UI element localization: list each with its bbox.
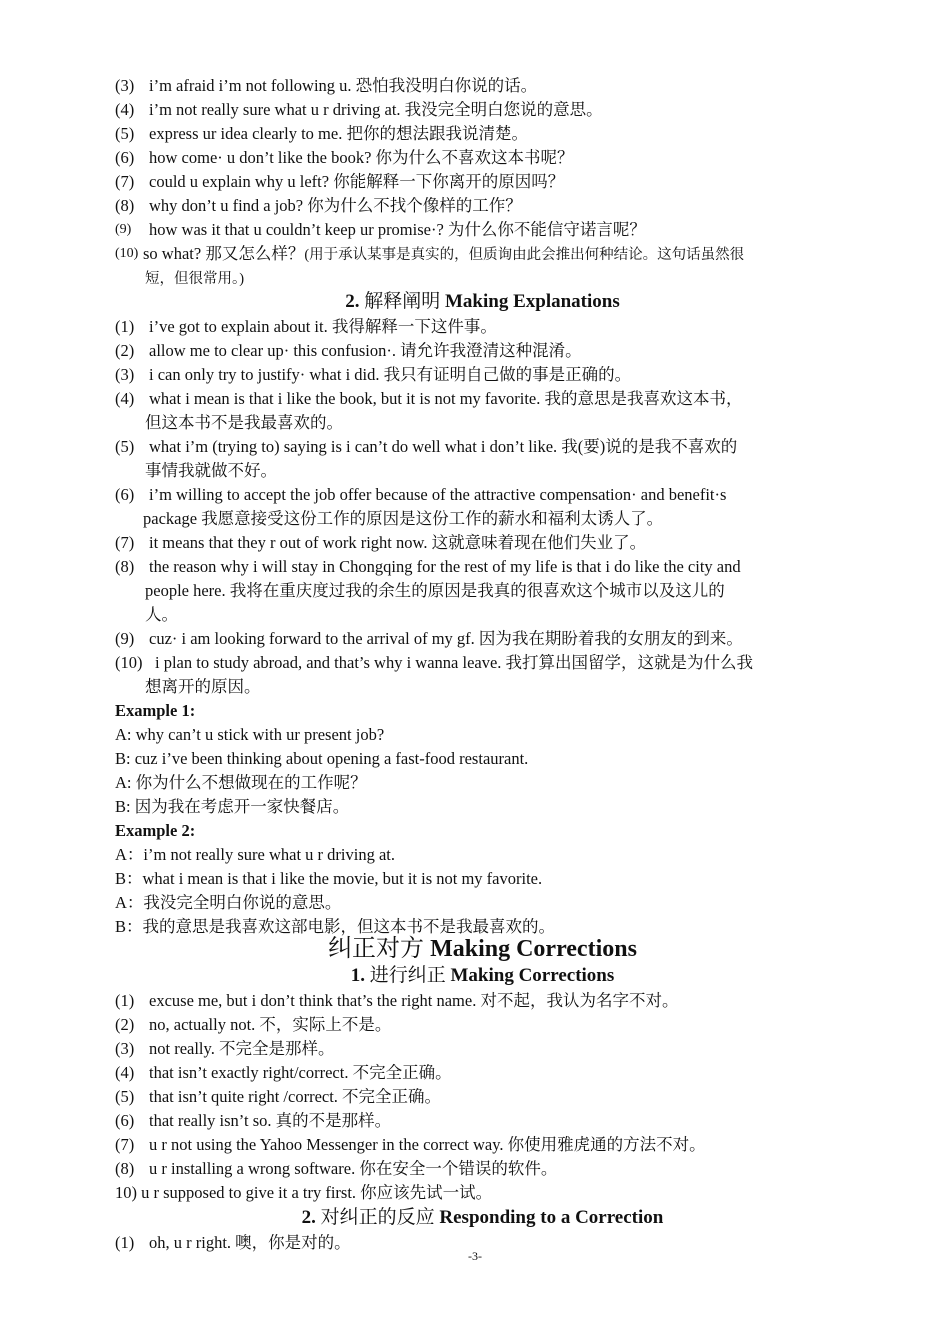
list-item: [115, 1013, 850, 1037]
item-text: that isn’t quite right /correct. 不完全正确。: [149, 1087, 442, 1106]
item-text: allow me to clear up· this confusion·. 请允许我澄清这种混淆。: [149, 341, 582, 360]
item-number: (5): [115, 124, 135, 143]
item-text: what i’m (trying to) saying is i can’t do well what i don’t like. 我(要)说的是我不喜欢的: [149, 437, 738, 456]
item-text: i’m not really sure what u r driving at. 我没完全明白您说的意思。: [149, 100, 603, 119]
dialogue-line: A: 你为什么不想做现在的工作呢？: [115, 773, 367, 792]
list-item: [115, 363, 850, 387]
item-number: (1): [115, 317, 135, 336]
item-text-continued: people here. 我将在重庆度过我的余生的原因是我真的很喜欢这个城市以及这儿的: [145, 581, 725, 600]
item-number: (7): [115, 533, 135, 552]
item-text: that really isn’t so. 真的不是那样。: [149, 1111, 392, 1130]
list-item: [115, 1133, 850, 1157]
item-number: (3): [115, 365, 135, 384]
item-text: i’m afraid i’m not following u. 恐怕我没明白你说的话。: [149, 76, 538, 95]
list-item: [115, 627, 850, 651]
item-number: (6): [115, 1111, 135, 1130]
list-item: [115, 435, 850, 459]
list-item: [115, 242, 850, 267]
item-number: (2): [115, 1015, 135, 1034]
section-title-cn: 进行纠正: [369, 965, 446, 986]
item-text-continued: package 我愿意接受这份工作的原因是这份工作的薪水和福利太诱人了。: [143, 509, 664, 528]
dialogue-line: B: cuz i’ve been thinking about opening a fast-food restaurant.: [115, 749, 529, 768]
item-note: (用于承认某事是真实的，但质询由此会推出何种结论。这句话虽然很: [304, 247, 745, 263]
clarification-list: [115, 74, 850, 291]
dialogue-line: B：what i mean is that i like the movie, but it is not my favorite.: [115, 869, 543, 888]
item-text: that isn’t exactly right/correct. 不完全正确。: [149, 1063, 452, 1082]
list-item: [115, 315, 850, 339]
list-item: [115, 122, 850, 146]
item-number: (5): [115, 437, 135, 456]
dialogue-line: B: 因为我在考虑开一家快餐店。: [115, 797, 350, 816]
item-text: i plan to study abroad, and that’s why i wanna leave. 我打算出国留学，这就是为什么我: [155, 653, 754, 672]
example-label: Example 2:: [115, 821, 196, 840]
item-text: [143, 242, 850, 267]
section-title-en: Responding to a Correction: [439, 1207, 664, 1228]
item-number: (5): [115, 1087, 135, 1106]
item-number: (3): [115, 76, 135, 95]
item-number: (4): [115, 1063, 135, 1082]
item-number: (7): [115, 172, 135, 191]
item-text: i can only try to justify· what i did. 我只有证明自己做的事是正确的。: [149, 365, 632, 384]
list-item: [115, 339, 850, 363]
dialogue-line: A: why can’t u stick with ur present job?: [115, 725, 385, 744]
list-item: [115, 218, 850, 242]
section-number: 2.: [301, 1207, 316, 1228]
explanations-list: [115, 315, 850, 699]
item-number: (7): [115, 1135, 135, 1154]
item-text: u r not using the Yahoo Messenger in the correct way. 你使用雅虎通的方法不对。: [149, 1135, 706, 1154]
item-text-continued: 但这本书不是我最喜欢的。: [145, 413, 343, 432]
list-item: [115, 531, 850, 555]
item-text: oh, u r right. 噢，你是对的。: [149, 1233, 351, 1252]
example-1: [115, 699, 850, 819]
item-number: (4): [115, 389, 135, 408]
document-page: [115, 74, 850, 1255]
list-item: [115, 170, 850, 194]
list-item: [115, 989, 850, 1013]
section-number: 1.: [350, 965, 365, 986]
section-title-cn: 对纠正的反应: [320, 1207, 435, 1228]
item-text: i’m willing to accept the job offer because of the attractive compensation· and benefit·s: [149, 485, 727, 504]
item-number: (10): [115, 246, 139, 261]
item-text: why don’t u find a job? 你为什么不找个像样的工作？: [149, 196, 522, 215]
list-item: [115, 74, 850, 98]
item-number: (4): [115, 100, 135, 119]
list-item: [115, 146, 850, 170]
item-number: (6): [115, 148, 135, 167]
example-label: Example 1:: [115, 701, 196, 720]
list-item: [115, 1109, 850, 1133]
section-title-en: Making Explanations: [445, 291, 620, 312]
item-number: (8): [115, 557, 135, 576]
list-item: [115, 1085, 850, 1109]
list-item: [115, 98, 850, 122]
item-number: (1): [115, 1233, 135, 1252]
section-heading-explanations: [115, 289, 850, 315]
item-note-continued: 短，但很常用。): [145, 271, 245, 287]
chapter-title-cn: 纠正对方: [328, 936, 425, 962]
item-text: express ur idea clearly to me. 把你的想法跟我说清楚。: [149, 124, 528, 143]
section-heading-responding: [115, 1205, 850, 1231]
list-item: [115, 1037, 850, 1061]
example-2: [115, 819, 850, 939]
item-text-continued: 想离开的原因。: [145, 677, 261, 696]
item-text: it means that they r out of work right now. 这就意味着现在他们失业了。: [149, 533, 647, 552]
item-text-continued: 人。: [145, 605, 178, 624]
item-number: (3): [115, 1039, 135, 1058]
item-text: how come· u don’t like the book? 你为什么不喜欢这本书呢？: [149, 148, 574, 167]
item-text: u r installing a wrong software. 你在安全一个错误的软件。: [149, 1159, 558, 1178]
item-number: (2): [115, 341, 135, 360]
item-number: (9): [115, 629, 135, 648]
list-item: [115, 1061, 850, 1085]
item-number: (1): [115, 991, 135, 1010]
section-number: 2.: [345, 291, 360, 312]
chapter-heading: [115, 935, 850, 963]
section-title-cn: 解释阐明: [364, 291, 441, 312]
item-number: (8): [115, 196, 135, 215]
item-number: (6): [115, 485, 135, 504]
item-text: excuse me, but i don’t think that’s the right name. 对不起，我认为名字不对。: [149, 991, 679, 1010]
page-number: -3-: [468, 1249, 482, 1263]
item-text: what i mean is that i like the book, but it is not my favorite. 我的意思是我喜欢这本书，: [149, 389, 743, 408]
item-text: cuz· i am looking forward to the arrival of my gf. 因为我在期盼着我的女朋友的到来。: [149, 629, 743, 648]
item-number: (10): [115, 653, 143, 672]
item-main-text: so what? 那又怎么样？: [143, 244, 305, 263]
item-number: (8): [115, 1159, 135, 1178]
chapter-title-en: Making Corrections: [430, 936, 637, 962]
corrections-list: [115, 989, 850, 1205]
item-text: not really. 不完全是那样。: [149, 1039, 335, 1058]
item-text: no, actually not. 不，实际上不是。: [149, 1015, 392, 1034]
item-text: the reason why i will stay in Chongqing for the rest of my life is that i do like the city and: [149, 557, 741, 576]
dialogue-line: A：i’m not really sure what u r driving at.: [115, 845, 395, 864]
list-item: [115, 651, 850, 675]
item-text: i’ve got to explain about it. 我得解释一下这件事。: [149, 317, 497, 336]
item-text: could u explain why u left? 你能解释一下你离开的原因吗？: [149, 172, 565, 191]
item-text: how was it that u couldn’t keep ur promise·? 为什么你不能信守诺言呢？: [149, 220, 646, 239]
dialogue-line: A：我没完全明白你说的意思。: [115, 893, 342, 912]
list-item: [115, 555, 850, 579]
section-title-en: Making Corrections: [450, 965, 615, 986]
dialogue-line: B：我的意思是我喜欢这部电影，但这本书不是我最喜欢的。: [115, 917, 556, 936]
list-item: [115, 387, 850, 411]
list-item: [115, 194, 850, 218]
list-item: [115, 1157, 850, 1181]
item-text-continued: 事情我就做不好。: [145, 461, 277, 480]
list-item: [115, 483, 850, 507]
list-item: 10) u r supposed to give it a try first. 你应该先试一试。: [115, 1183, 493, 1202]
item-number: (9): [115, 222, 132, 237]
section-heading-corrections: [115, 963, 850, 989]
